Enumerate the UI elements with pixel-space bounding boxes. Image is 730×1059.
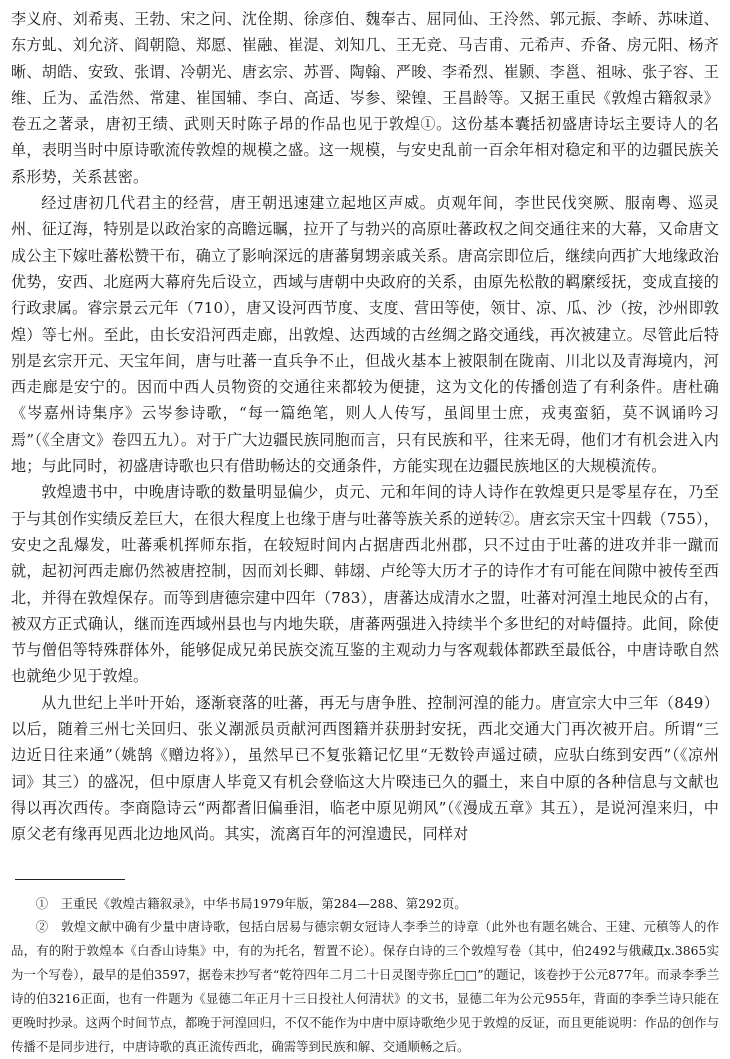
paragraph-1: 李义府、刘希夷、王勃、宋之问、沈佺期、徐彦伯、魏奉古、屈同仙、王泠然、郭元振、李峤、苏味道、东方虬、刘允济、阎朝隐、郑愿、崔融、崔湜、刘知几、王无竞、马吉甫、元希声、乔备、房元阳、杨齐晰、胡皓、安致、张谓、冷朝光、唐玄宗、苏晋、陶翰、严晙、李希烈、崔颢、李邕、祖咏、张子容、王维、丘为、孟浩然、常建、崔国辅、李白、高适、岑参、梁锽、王昌龄等。又据王重民《敦煌古籍叙录》卷五之著录，唐初王绩、武则天时陈子昂的作品也见于敦煌①。这份基本囊括初盛唐诗坛主要诗人的名单，表明当时中原诗歌流传敦煌的规模之盛。这一规模，与安史乱前一百余年相对稳定和平的边疆民族关系形势，关系甚密。 [11, 10, 719, 186]
footnote-2: ② 敦煌文献中确有少量中唐诗歌，包括白居易与德宗朝女冠诗人李季兰的诗章（此外也有题名姚合、王建、元稹等人的作品，有的附于敦煌本《白香山诗集》中，有的为托名，暂置不论）。保存白诗的三个敦煌写卷（其中，伯2492与俄藏Дx.3865实为一个写卷），最早的是伯3597，据卷末抄写者“乾符四年二月二十日灵图寺弥丘□□”的题记，该卷抄于公元877年。而录李季兰诗的伯3216正面，也有一件题为《显德二年正月十三日投社人何清状》的文书，显德二年为公元955年，背面的李季兰诗只能在更晚时抄录。这两个时间节点，都晚于河湟回归，不仅不能作为中唐中原诗歌绝少见于敦煌的反证，而且更能说明：作品的创作与传播不是同步进行，中唐诗歌的真正流传西北，确需等到民族和解、交通顺畅之后。 [11, 919, 719, 1054]
footnote-divider [15, 879, 125, 880]
footnotes [11, 892, 719, 1059]
paragraph-3: 敦煌遗书中，中晚唐诗歌的数量明显偏少，贞元、元和年间的诗人诗作在敦煌更只是零星存在，乃至于与其创作实绩反差巨大，在很大程度上也缘于唐与吐蕃等族关系的逆转②。唐玄宗天宝十四载（755），安史之乱爆发，吐蕃乘机挥师东指，在较短时间内占据唐西北州郡，只不过由于吐蕃的进攻并非一蹴而就，起初河西走廊仍然被唐控制，因而刘长卿、韩翃、卢纶等大历才子的诗作才有可能在间隙中被传至西北，并得在敦煌保存。而等到唐德宗建中四年（783），唐蕃达成清水之盟，吐蕃对河湟土地民众的占有，被双方正式确认，继而连西域州县也与内地失联，唐蕃两强进入持续半个多世纪的对峙僵持。此间，除使节与僧侣等特殊群体外，能够促成兄弟民族交流互鉴的主观动力与客观载体都跌至最低谷，中唐诗歌自然也就绝少见于敦煌。 [11, 483, 719, 686]
paragraph-2: 经过唐初几代君主的经营，唐王朝迅速建立起地区声威。贞观年间，李世民伐突厥、服南粤、巡灵州、征辽海，特别是以政治家的高瞻远瞩，拉开了与勃兴的高原吐蕃政权之间交通往来的大幕，又命唐文成公主下嫁吐蕃松赞干布，确立了影响深远的唐蕃舅甥亲戚关系。唐高宗即位后，继续向西扩大地缘政治优势，安西、北庭两大幕府先后设立，西域与唐朝中央政府的关系，由原先松散的羁縻绥抚，变成直接的行政隶属。睿宗景云元年（710），唐又设河西节度、支度、营田等使，领甘、凉、瓜、沙（按，沙州即敦煌）等七州。至此，由长安沿河西走廊，出敦煌、达西域的古丝绸之路交通线，再次被建立。尽管此后特别是玄宗开元、天宝年间，唐与吐蕃一直兵争不止，但战火基本上被限制在陇南、川北以及青海境内，河西走廊是安宁的。因而中西人员物资的交通往来都较为便捷，这为文化的传播创造了有利条件。唐杜确《岑嘉州诗集序》云岑参诗歌，“每一篇绝笔，则人人传写，虽闾里士庶，戎夷蛮貊，莫不讽诵吟习焉”（《全唐文》卷四五九）。对于广大边疆民族同胞而言，只有民族和平，往来无碍，他们才有机会进入内地；与此同时，初盛唐诗歌也只有借助畅达的交通条件，方能实现在边疆民族地区的大规模流传。 [11, 194, 719, 476]
paragraph-4: 从九世纪上半叶开始，逐渐衰落的吐蕃，再无与唐争胜、控制河湟的能力。唐宣宗大中三年（849）以后，随着三州七关回归、张义潮派员贡献河西图籍并获册封安抚，西北交通大门再次被开启。所谓“三边近日往来通”（姚鹄《赠边将》），虽然早已不复张籍记忆里“无数铃声遥过碛，应驮白练到安西”（《凉州词》其三）的盛况，但中原唐人毕竟又有机会登临这大片暌违已久的疆土，来自中原的各种信息与文献也得以再次西传。李商隐诗云“两都耆旧偏垂泪，临老中原见朔风”（《漫成五章》其五），是说河湟来归，中原父老有缘再见西北边地风尚。其实，流离百年的河湟遗民，同样对 [11, 693, 719, 844]
footnote-1: ① 王重民《敦煌古籍叙录》，中华书局1979年版，第284—288、第292页。 [35, 895, 467, 911]
body-text [11, 6, 719, 848]
